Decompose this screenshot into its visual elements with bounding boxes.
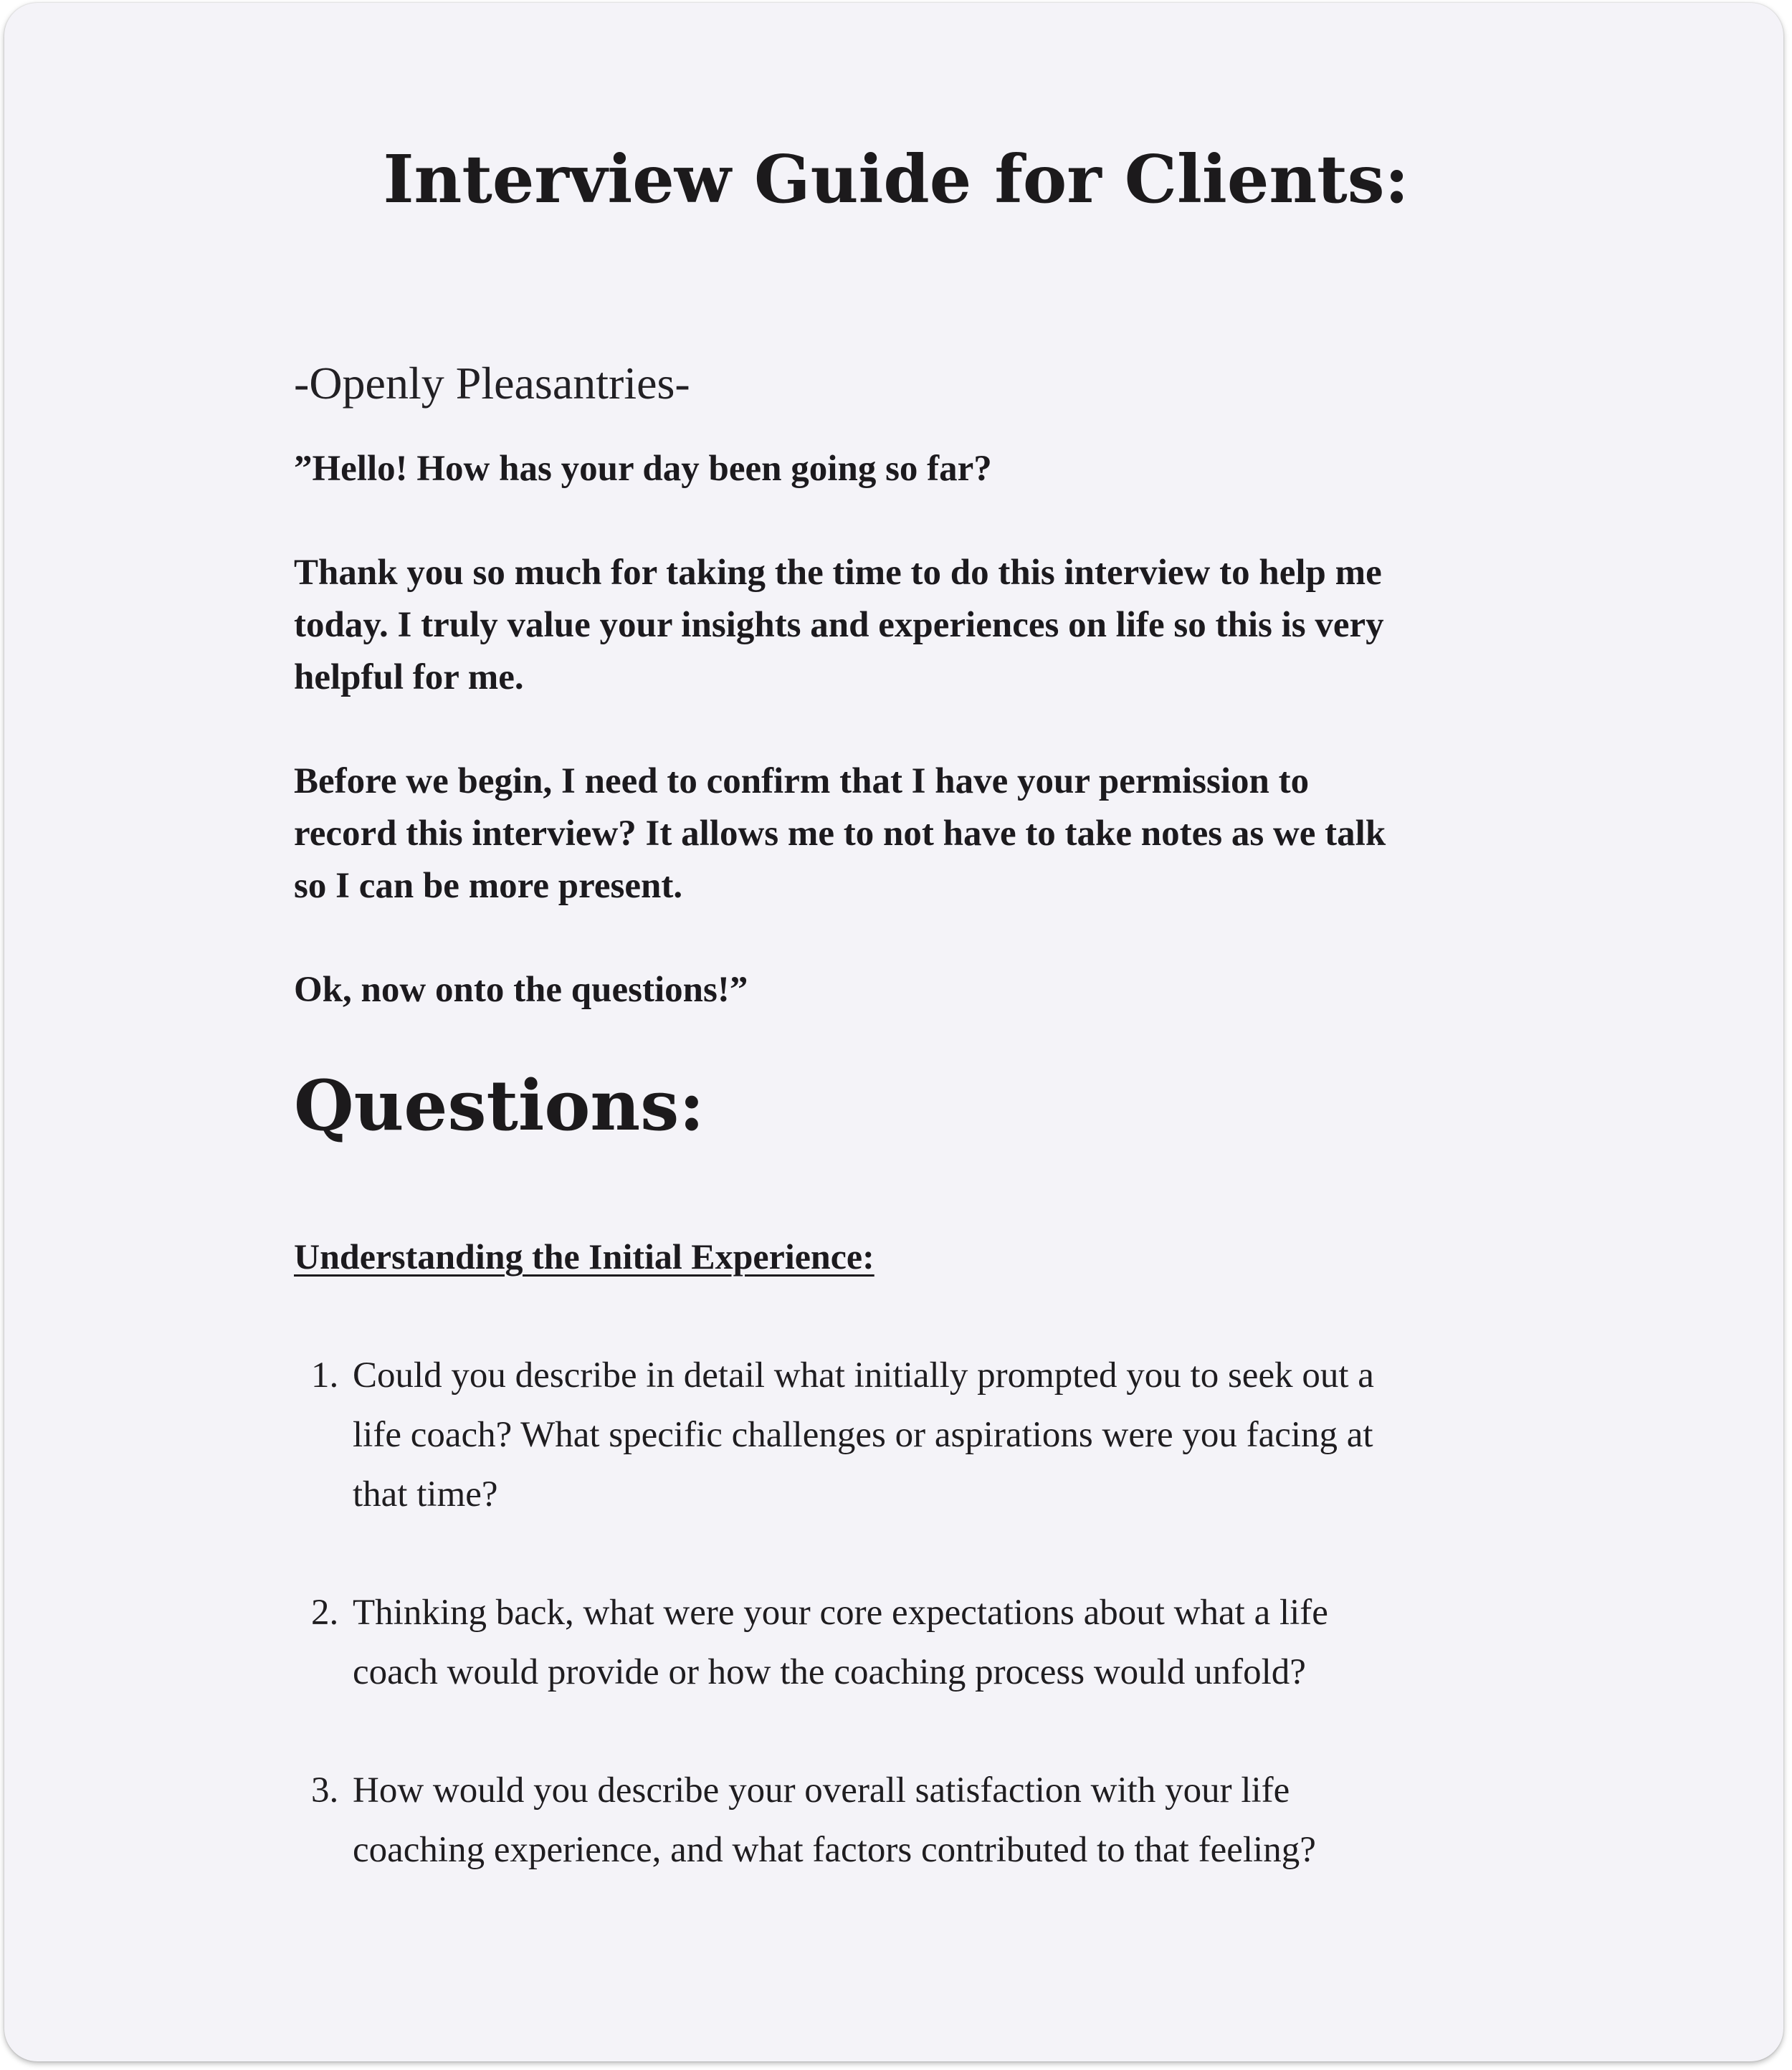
greeting-paragraph: Before we begin, I need to confirm that I have your permission to record this interview? It allows me to not have to take notes as we talk so I can be more present. — [294, 761, 1386, 906]
question-item — [294, 1583, 1392, 1702]
question-item — [294, 1761, 1392, 1880]
question-item — [294, 1346, 1392, 1525]
greeting-paragraph: Thank you so much for taking the time to do this interview to help me today. I truly value your insights and experiences on life so this is very helpful for me. — [294, 553, 1384, 697]
subsection-title: Understanding the Initial Experience: — [294, 1236, 874, 1277]
intro-label: -Openly Pleasantries- — [294, 358, 690, 409]
questions-heading: Questions: — [294, 1065, 705, 1146]
question-number: 2. — [311, 1593, 339, 1633]
question-text: How would you describe your overall satisfaction with your life coaching experience, and what factors contributed to that feeling? — [353, 1770, 1316, 1870]
question-number: 1. — [311, 1355, 339, 1396]
greeting-paragraph: Ok, now onto the questions!” — [294, 970, 748, 1010]
question-number: 3. — [311, 1770, 339, 1811]
document-body — [294, 351, 1441, 1939]
question-list — [294, 1346, 1441, 1880]
greeting-paragraph: ”Hello! How has your day been going so far? — [294, 449, 992, 489]
question-text: Could you describe in detail what initially prompted you to seek out a life coach? What specific challenges or aspirations were you facing at that time? — [353, 1355, 1374, 1515]
document-title: Interview Guide for Clients: — [383, 140, 1409, 218]
question-text: Thinking back, what were your core expectations about what a life coach would provide or how the coaching process would unfold? — [353, 1593, 1328, 1692]
